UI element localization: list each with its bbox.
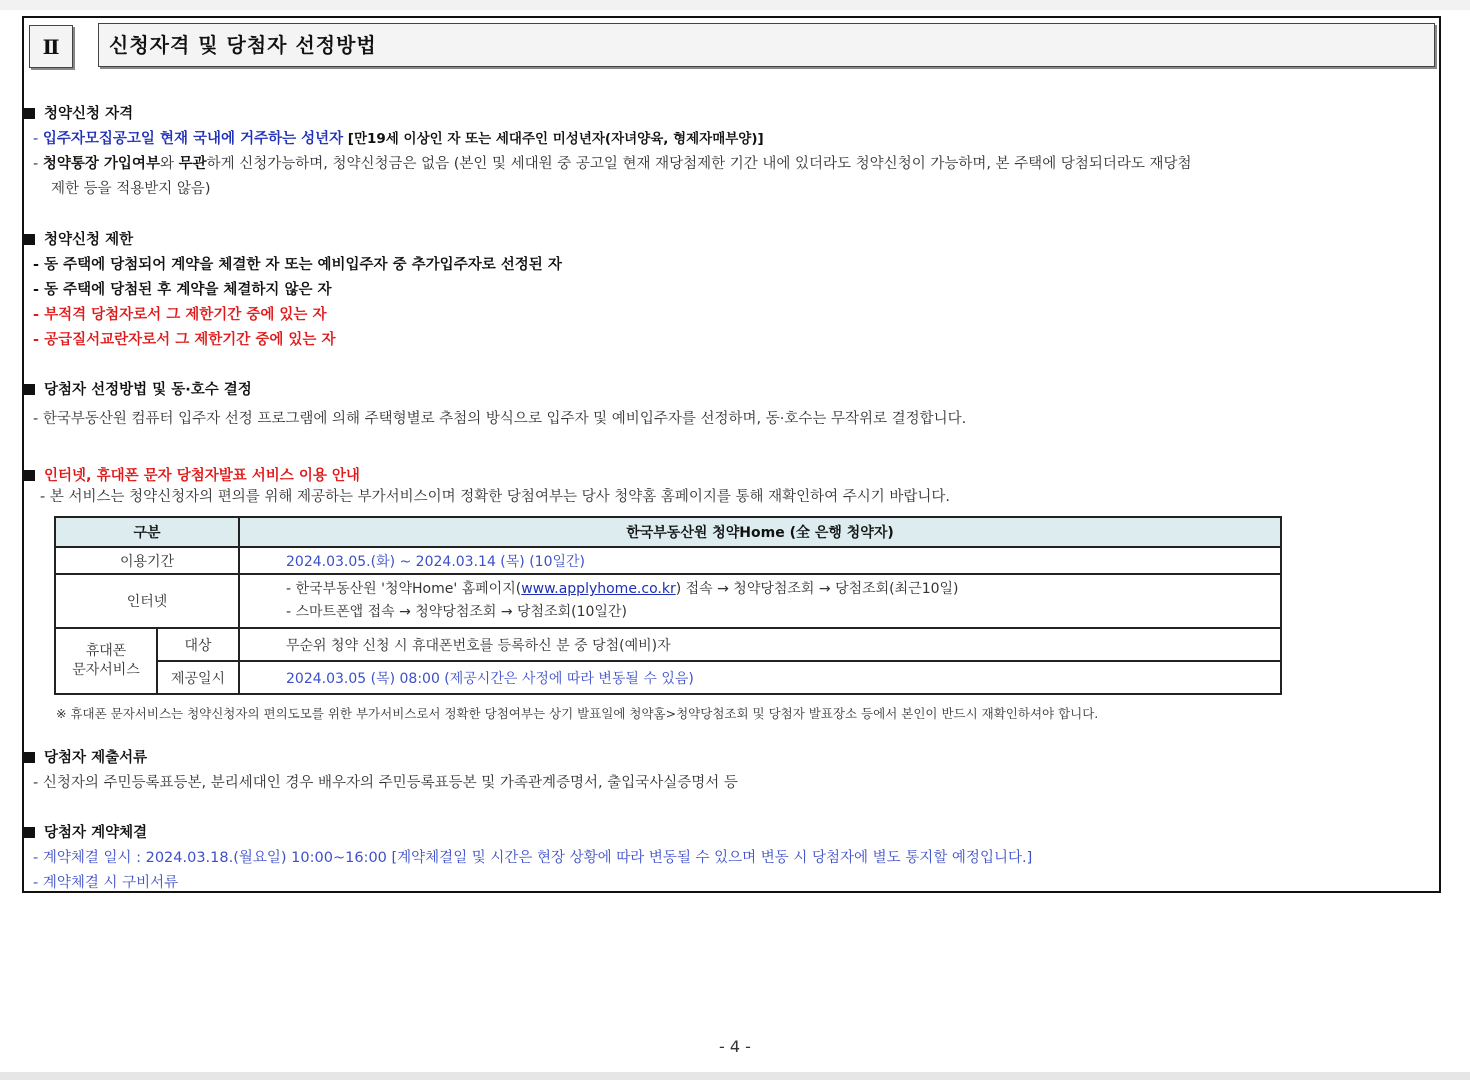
- table-header-category: 구분: [55, 517, 239, 547]
- internet-value: [239, 574, 1281, 628]
- restriction-item-text: 공급질서교란자로서 그 제한기간 중에 있는 자: [44, 332, 336, 348]
- service-table: [54, 516, 1282, 695]
- contract-line-1: - 계약체결 일시 : 2024.03.18.(월요일) 10:00~16:00 [계약체결일 및 시간은 현장 상황에 따라 변동될 수 있으며 변동 시 당첨자에 별도 통지할 예정입니다.]: [33, 850, 1033, 866]
- sms-label-line-1: 휴대폰: [85, 643, 127, 659]
- service-intro-text: 본 서비스는 청약신청자의 편의를 위해 제공하는 부가서비스이며 정확한 당첨여부는 당사 청약홈 홈페이지를 통해 재확인하여 주시기 바랍니다.: [49, 489, 950, 505]
- contract-line-2: - 계약체결 시 구비서류: [33, 875, 179, 891]
- contract-heading: [24, 823, 147, 843]
- service-heading-text: 인터넷, 휴대폰 문자 당첨자발표 서비스 이용 안내: [44, 468, 360, 484]
- internet-line-1-post: ) 접속 → 청약당첨조회 → 당첨조회(최근10일): [675, 581, 959, 597]
- selection-heading-text: 당첨자 선정방법 및 동·호수 결정: [44, 382, 252, 398]
- square-bullet-icon: [24, 108, 35, 119]
- contract-heading-text: 당첨자 계약체결: [44, 825, 148, 841]
- period-value: 2024.03.05.(화) ~ 2024.03.14 (목) (10일간): [239, 547, 1281, 574]
- sms-note: ※ 휴대폰 문자서비스는 청약신청자의 편의도모를 위한 부가서비스로서 정확한 당첨여부는 상기 발표일에 청약홈>청약당첨조회 및 당첨자 발표장소 등에서 본인이 반드시 재확인하셔야 합니다.: [56, 706, 1099, 721]
- eligibility-adult-text: 입주자모집공고일 현재 국내에 거주하는 성년자: [42, 131, 344, 147]
- restriction-item: - 부적격 당첨자로서 그 제한기간 중에 있는 자: [33, 307, 327, 323]
- sms-label: [55, 628, 157, 694]
- square-bullet-icon: [24, 384, 35, 395]
- selection-text: - 한국부동산원 컴퓨터 입주자 선정 프로그램에 의해 주택형별로 추첨의 방식으로 입주자 및 예비입주자를 선정하며, 동·호수는 무작위로 결정합니다.: [33, 411, 967, 427]
- bottom-strip: [0, 1072, 1470, 1080]
- selection-text-body: 한국부동산원 컴퓨터 입주자 선정 프로그램에 의해 주택형별로 추첨의 방식으로 입주자 및 예비입주자를 선정하며, 동·호수는 무작위로 결정합니다.: [42, 411, 967, 427]
- eligibility-line-2: - 청약통장 가입여부와 무관하게 신청가능하며, 청약신청금은 없음 (본인 및 세대원 중 공고일 현재 재당첨제한 기간 내에 있더라도 청약신청이 가능하며, 본 주택에 당첨되더라도 재당첨: [33, 156, 1192, 172]
- square-bullet-icon: [24, 827, 35, 838]
- section-number: Ⅱ: [29, 25, 73, 68]
- eligibility-line-3: 제한 등을 적용받지 않음): [51, 181, 211, 197]
- eligibility-line-1: - 입주자모집공고일 현재 국내에 거주하는 성년자 [만19세 이상인 자 또는 세대주인 미성년자(자녀양육, 형제자매부양)]: [33, 131, 764, 147]
- restriction-item: - 동 주택에 당첨된 후 계약을 체결하지 않은 자: [33, 282, 332, 298]
- table-row: [55, 547, 1281, 574]
- table-row: [55, 628, 1281, 661]
- restriction-heading: [24, 230, 133, 250]
- restriction-item: - 동 주택에 당첨되어 계약을 체결한 자 또는 예비입주자 중 추가입주자로 선정된 자: [33, 257, 562, 273]
- eligibility-line-2-rest: 하게 신청가능하며, 청약신청금은 없음 (본인 및 세대원 중 공고일 현재 재당첨제한 기간 내에 있더라도 청약신청이 가능하며, 본 주택에 당첨되더라도 재당첨: [206, 156, 1192, 172]
- irrelevant-text: 무관: [178, 156, 207, 172]
- page-number: - 4 -: [719, 1037, 751, 1056]
- internet-line-2: - 스마트폰앱 접속 → 청약당첨조회 → 당첨조회(10일간): [286, 604, 627, 620]
- table-header-applyhome: 한국부동산원 청약Home (全 은행 청약자): [239, 517, 1281, 547]
- restriction-item-text: 부적격 당첨자로서 그 제한기간 중에 있는 자: [44, 307, 327, 323]
- restriction-item-text: 동 주택에 당첨되어 계약을 체결한 자 또는 예비입주자 중 추가입주자로 선정된 자: [44, 257, 562, 273]
- restriction-heading-text: 청약신청 제한: [44, 232, 134, 248]
- contract-line-1-text: 계약체결 일시 : 2024.03.18.(월요일) 10:00~16:00 [계약체결일 및 시간은 현장 상황에 따라 변동될 수 있으며 변동 시 당첨자에 별도 통지할 예정입니다.]: [42, 850, 1033, 866]
- restriction-item: - 공급질서교란자로서 그 제한기간 중에 있는 자: [33, 332, 336, 348]
- table-header-row: [55, 517, 1281, 547]
- table-row: [55, 574, 1281, 628]
- target-label: 대상: [157, 628, 239, 661]
- eligibility-heading: [24, 104, 133, 124]
- selection-heading: [24, 380, 252, 400]
- service-intro: - 본 서비스는 청약신청자의 편의를 위해 제공하는 부가서비스이며 정확한 당첨여부는 당사 청약홈 홈페이지를 통해 재확인하여 주시기 바랍니다.: [40, 489, 950, 505]
- target-value: 무순위 청약 신청 시 휴대폰번호를 등록하신 분 중 당첨(예비)자: [239, 628, 1281, 661]
- square-bullet-icon: [24, 234, 35, 245]
- restriction-item-text: 동 주택에 당첨된 후 계약을 체결하지 않은 자: [44, 282, 332, 298]
- period-label: 이용기간: [55, 547, 239, 574]
- account-text: 청약통장 가입여부: [42, 156, 160, 172]
- internet-line-1: [286, 578, 1274, 601]
- documents-heading-text: 당첨자 제출서류: [44, 750, 148, 766]
- documents-text: - 신청자의 주민등록표등본, 분리세대인 경우 배우자의 주민등록표등본 및 가족관계증명서, 출입국사실증명서 등: [33, 775, 738, 791]
- service-heading: [24, 466, 360, 486]
- time-label: 제공일시: [157, 661, 239, 694]
- time-value: 2024.03.05 (목) 08:00 (제공시간은 사정에 따라 변동될 수 있음): [239, 661, 1281, 694]
- eligibility-heading-text: 청약신청 자격: [44, 106, 134, 122]
- square-bullet-icon: [24, 752, 35, 763]
- table-row: [55, 661, 1281, 694]
- section-title: 신청자격 및 당첨자 선정방법: [98, 23, 1435, 67]
- eligibility-line-2-mid: 와: [159, 156, 179, 172]
- internet-label: 인터넷: [55, 574, 239, 628]
- documents-heading: [24, 748, 147, 768]
- documents-text-body: 신청자의 주민등록표등본, 분리세대인 경우 배우자의 주민등록표등본 및 가족관계증명서, 출입국사실증명서 등: [42, 775, 738, 791]
- sms-label-line-2: 문자서비스: [72, 662, 140, 678]
- top-strip: [0, 0, 1470, 10]
- applyhome-link[interactable]: www.applyhome.co.kr: [521, 581, 676, 597]
- square-bullet-icon: [24, 470, 35, 481]
- contract-line-2-text: 계약체결 시 구비서류: [42, 875, 179, 891]
- eligibility-age-note: [만19세 이상인 자 또는 세대주인 미성년자(자녀양육, 형제자매부양)]: [347, 131, 764, 147]
- internet-line-1-pre: - 한국부동산원 '청약Home' 홈페이지(: [286, 581, 522, 597]
